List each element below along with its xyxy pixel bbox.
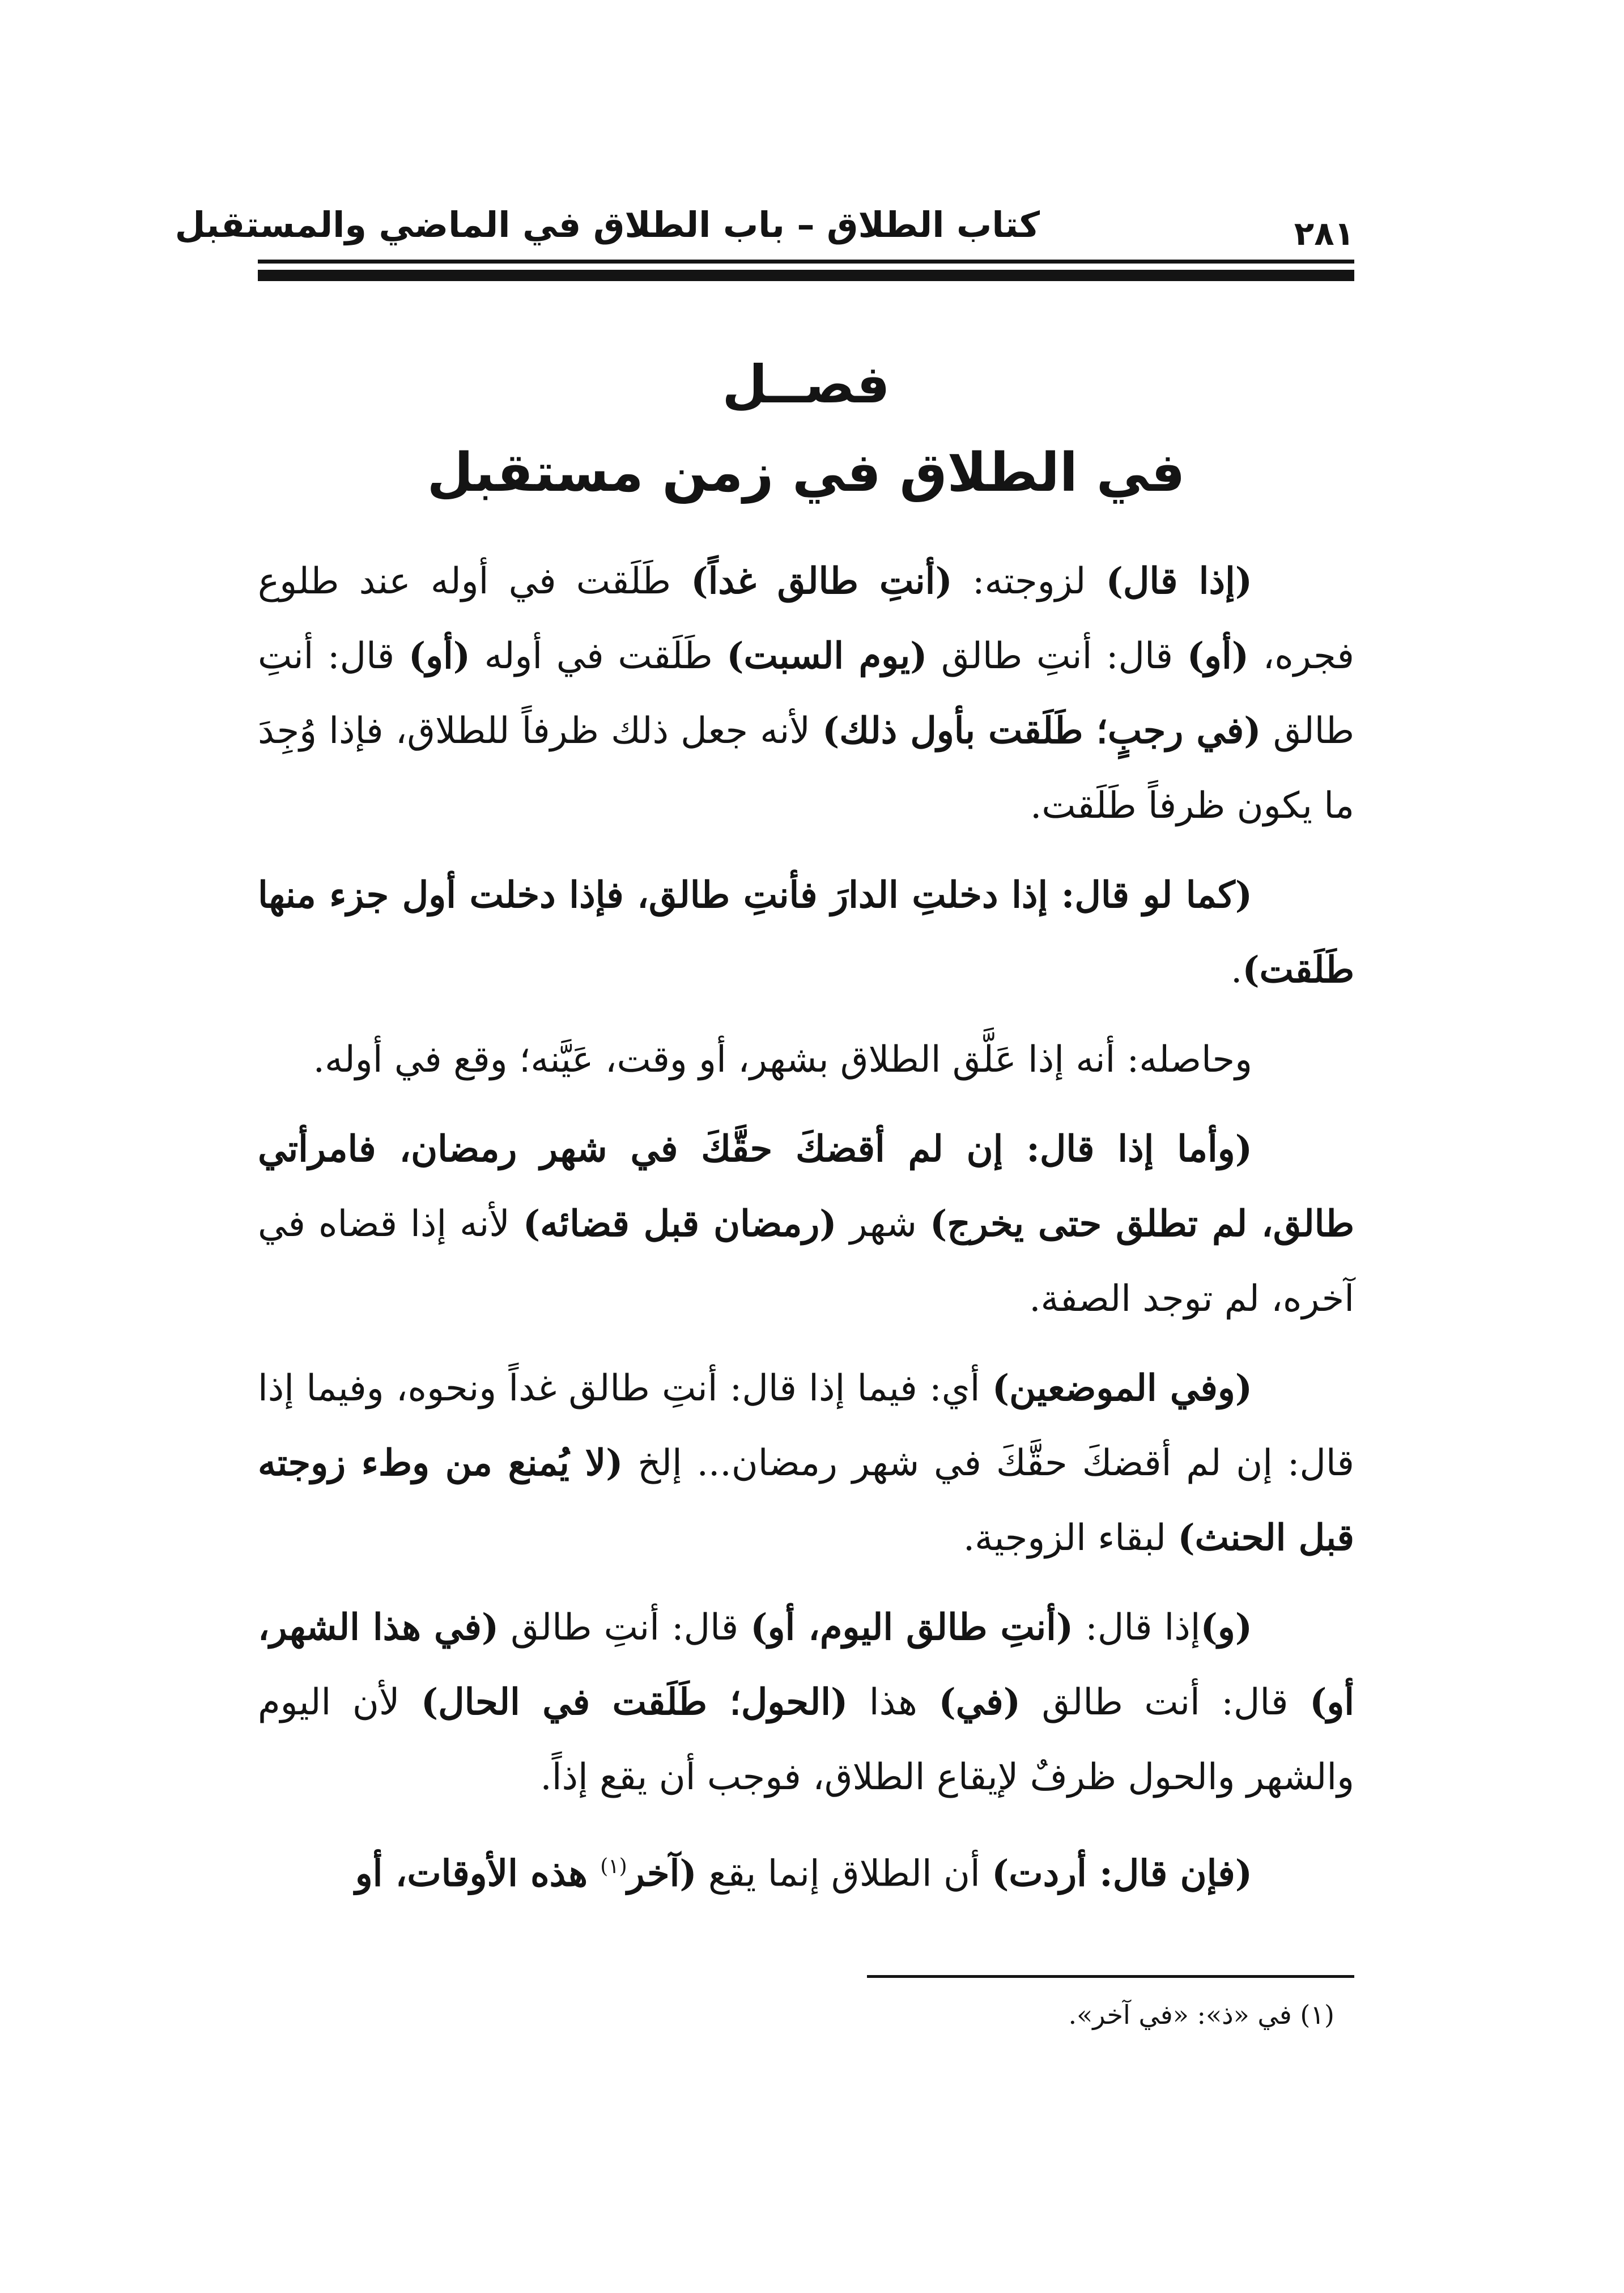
text-run: أي: فيما إذا قال: أنتِ طالق غداً ونحوه، وفيما إذا قال: إن لم أقضكَ حقَّكَ في شهر رمضان... إلخ	[258, 1368, 1355, 1484]
bold-text-run: (في رجبٍ؛ طَلَقت بأول ذلك)	[822, 710, 1261, 752]
bold-text-run: (رمضان قبل قضائه)	[522, 1203, 837, 1245]
text-run: لزوجته:	[952, 560, 1106, 602]
text-run: لأنه جعل ذلك ظرفاً للطلاق، فإذا وُجِدَ ما يكون ظرفاً طَلَقت.	[258, 710, 1354, 827]
text-run: قال: أنتِ طالق	[499, 1607, 751, 1649]
bold-text-run: (وفي الموضعين)	[992, 1367, 1252, 1409]
text-run: وحاصله: أنه إذا عَلَّق الطلاق بشهر، أو وقت، عَيَّنه؛ وقع في أوله.	[313, 1039, 1252, 1081]
paragraph	[258, 1829, 1354, 1911]
paragraph	[258, 1590, 1354, 1815]
section-heading: فصــل	[722, 354, 890, 415]
bold-text-run: (إذا قال)	[1106, 560, 1253, 602]
text-run: قال: أنتِ طالق	[927, 635, 1187, 677]
header-rule-thick	[258, 270, 1354, 281]
bold-text-run: (لا يُمنع من وطء زوجته قبل الحنث)	[258, 1442, 1354, 1559]
footnote-rule	[867, 1975, 1354, 1978]
text-run: شهر	[836, 1203, 930, 1245]
text-run: طَلَقت في أوله عند طلوع فجره،	[258, 560, 1355, 677]
body-text	[258, 544, 1354, 1911]
page-header	[175, 193, 1354, 255]
text-run: لأنه إذا قضاه في آخره، لم توجد الصفة.	[258, 1203, 1354, 1320]
text-run: قال: أنت طالق	[1020, 1681, 1310, 1723]
page-number: ٢٨١	[1294, 214, 1354, 253]
paragraph	[258, 544, 1354, 843]
bold-text-run: (أنتِ طالق اليوم، أو)	[750, 1606, 1074, 1649]
bold-text-run: (في هذا الشهر، أو)	[258, 1606, 1355, 1723]
footnote: (١) في «ذ»: «في آخر».	[1068, 1999, 1334, 2030]
running-title: كتاب الطلاق – باب الطلاق في الماضي والمستقبل	[175, 204, 1040, 245]
header-rule-thin	[258, 260, 1354, 264]
text-run: هذا	[848, 1681, 939, 1723]
bold-text-run: (آخر	[627, 1852, 697, 1895]
bold-text-run: (يوم السبت)	[726, 635, 928, 677]
text-run: قال: أنتِ طالق	[258, 635, 1355, 752]
text-run: .	[1231, 949, 1243, 991]
bold-text-run: (وأما إذا قال: إن لم أقضكَ حقَّكَ في شهر رمضان، فامرأتي طالق، لم تطلق حتى يخرج)	[258, 1128, 1355, 1245]
text-run: طَلَقت في أوله	[470, 635, 727, 677]
text-run: لبقاء الزوجية.	[963, 1517, 1178, 1559]
bold-text-run: (أنتِ طالق غداً)	[691, 560, 953, 602]
paragraph	[258, 1022, 1354, 1097]
bold-text-run: (الحول؛ طَلَقت في الحال)	[420, 1681, 848, 1723]
paragraph	[258, 858, 1354, 1008]
section-subheading: في الطلاق في زمن مستقبل	[427, 442, 1185, 504]
bold-text-run: (أو)	[1187, 635, 1249, 677]
bold-text-run: (في)	[938, 1681, 1021, 1723]
text-run: إذا قال:	[1073, 1607, 1201, 1649]
bold-text-run: (أو)	[408, 635, 471, 677]
bold-text-run: (كما لو قال: إذا دخلتِ الدارَ فأنتِ طالق، فإذا دخلت أول جزء منها طَلَقت)	[258, 874, 1354, 991]
text-run: أن الطلاق إنما يقع	[696, 1853, 992, 1895]
text-run: لأن اليوم والشهر والحول ظرفٌ لإيقاع الطلاق، فوجب أن يقع إذاً.	[258, 1681, 1354, 1798]
bold-text-run: (و)	[1200, 1606, 1253, 1649]
bold-text-run: هذه الأوقات، أو	[355, 1852, 601, 1895]
paragraph	[258, 1112, 1354, 1336]
bold-text-run: (فإن قال: أردت)	[992, 1852, 1252, 1895]
footnote-reference: (١)	[600, 1855, 627, 1878]
paragraph	[258, 1351, 1354, 1576]
